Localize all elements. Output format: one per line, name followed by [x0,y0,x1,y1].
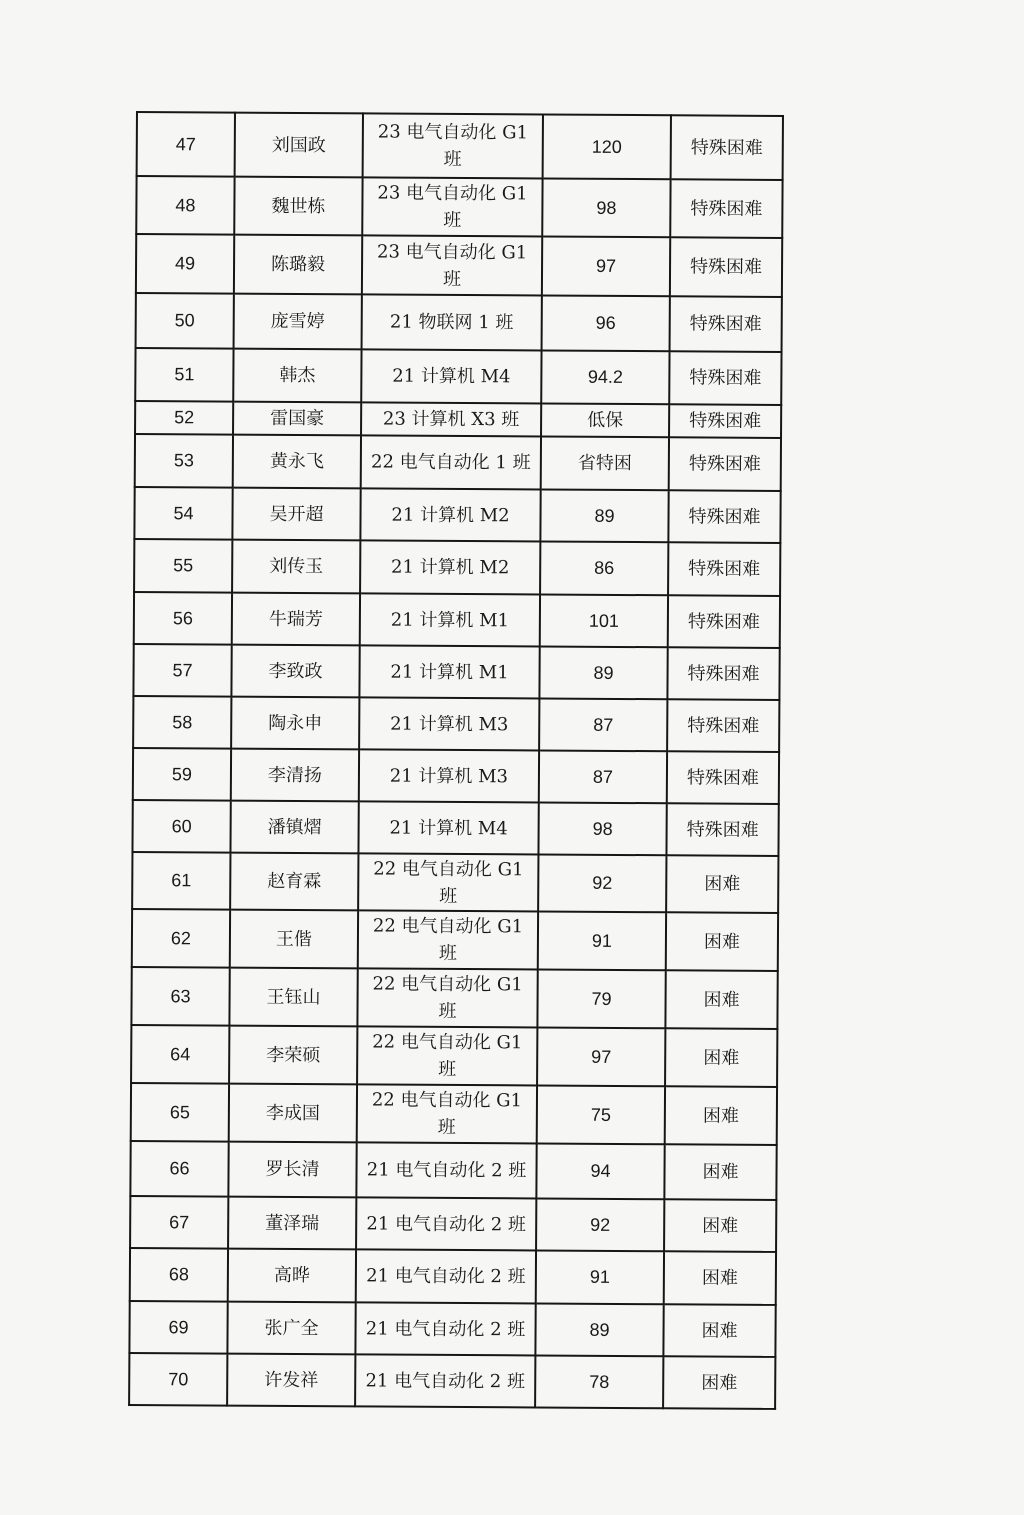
row-number-cell: 47 [137,112,235,177]
row-number-cell: 66 [130,1141,228,1197]
row-number-cell: 65 [131,1083,229,1142]
difficulty-level-cell: 困难 [666,912,778,971]
score-value-cell: 89 [539,646,667,699]
difficulty-level-cell: 特殊困难 [669,437,781,491]
row-number-cell: 56 [134,592,232,645]
difficulty-level-cell: 特殊困难 [669,404,781,438]
student-name-cell: 庞雪婷 [234,294,362,350]
class-name-cell: 21 电气自动化 2 班 [356,1249,536,1303]
class-name-cell: 22 电气自动化 G1 班 [358,853,538,911]
row-number-cell: 49 [136,234,234,294]
table-row [135,434,781,491]
difficulty-level-cell: 困难 [664,1251,776,1305]
difficulty-level-cell: 困难 [663,1304,775,1357]
score-value-cell: 98 [542,178,670,237]
score-value-cell: 79 [537,969,665,1028]
table-row [129,1301,775,1357]
score-value-cell: 97 [537,1027,665,1086]
row-number-cell: 57 [133,644,231,697]
score-value-cell: 86 [540,541,668,595]
table-row [133,748,779,804]
table-row [132,800,778,856]
class-name-cell: 21 计算机 M4 [358,801,538,854]
student-name-cell: 李清扬 [231,749,359,802]
score-value-cell: 89 [540,489,668,542]
row-number-cell: 60 [132,800,230,853]
table-row [136,293,782,352]
student-name-cell: 许发祥 [227,1354,355,1407]
student-name-cell: 陈璐毅 [234,235,362,295]
student-name-cell: 李荣硕 [229,1026,357,1085]
difficulty-level-cell: 特殊困难 [670,296,782,352]
student-name-cell: 雷国豪 [233,402,361,436]
row-number-cell: 62 [132,909,230,968]
class-name-cell: 23 计算机 X3 班 [361,402,541,436]
student-name-cell: 李致政 [231,645,359,698]
class-name-cell: 21 计算机 M1 [360,593,540,646]
row-number-cell: 51 [135,348,233,402]
class-name-cell: 21 计算机 M4 [361,349,541,403]
score-value-cell: 94.2 [541,350,669,404]
student-name-cell: 陶永申 [231,697,359,750]
difficulty-level-cell: 特殊困难 [668,595,780,648]
difficulty-level-cell: 困难 [664,1199,776,1252]
difficulty-level-cell: 困难 [666,855,778,913]
difficulty-level-cell: 困难 [664,1144,776,1200]
score-value-cell: 87 [539,750,667,803]
class-name-cell: 21 计算机 M2 [360,540,540,594]
row-number-cell: 61 [132,852,230,910]
row-number-cell: 54 [134,487,232,540]
table-row [134,539,780,596]
row-number-cell: 69 [129,1301,227,1354]
difficulty-level-cell: 困难 [665,1086,777,1145]
difficulty-level-cell: 特殊困难 [670,237,782,297]
difficulty-level-cell: 特殊困难 [667,751,779,804]
table-row [136,234,782,297]
difficulty-level-cell: 特殊困难 [671,115,783,180]
class-name-cell: 21 电气自动化 2 班 [355,1354,535,1407]
class-name-cell: 21 计算机 M2 [360,488,540,541]
student-name-cell: 李成国 [229,1084,357,1143]
score-value-cell: 120 [543,114,671,179]
row-number-cell: 53 [135,434,233,488]
class-name-cell: 21 计算机 M3 [359,697,539,750]
difficulty-level-cell: 困难 [665,970,777,1029]
score-value-cell: 省特困 [541,436,669,490]
student-name-cell: 王偕 [230,910,358,969]
student-name-cell: 刘传玉 [232,540,360,594]
row-number-cell: 58 [133,696,231,749]
student-name-cell: 董泽瑞 [228,1197,356,1250]
difficulty-level-cell: 困难 [663,1356,775,1409]
score-value-cell: 91 [536,1250,664,1304]
row-number-cell: 59 [133,748,231,801]
class-name-cell: 21 计算机 M3 [359,749,539,802]
student-difficulty-table [128,111,784,1410]
class-name-cell: 23 电气自动化 G1 班 [363,113,543,178]
score-value-cell: 97 [542,236,670,296]
table-row [133,696,779,752]
table-row [133,644,779,700]
student-name-cell: 牛瑞芳 [232,593,360,646]
score-value-cell: 89 [535,1303,663,1356]
table-row [135,401,781,438]
score-value-cell: 91 [538,911,666,970]
class-name-cell: 22 电气自动化 G1 班 [358,910,538,969]
student-name-cell: 赵育霖 [230,853,358,911]
row-number-cell: 50 [136,293,234,349]
student-name-cell: 张广全 [227,1302,355,1355]
table-row [132,852,778,913]
table-row [136,176,782,238]
difficulty-level-cell: 特殊困难 [668,490,780,543]
difficulty-level-cell: 特殊困难 [666,803,778,856]
row-number-cell: 67 [130,1196,228,1249]
class-name-cell: 21 物联网 1 班 [362,294,542,350]
difficulty-level-cell: 特殊困难 [667,699,779,752]
table-row [129,1353,775,1409]
table-row [130,1141,776,1200]
student-name-cell: 刘国政 [235,113,363,178]
table-row [134,487,780,543]
table-body [129,112,783,1409]
class-name-cell: 23 电气自动化 G1 班 [362,235,542,295]
difficulty-level-cell: 困难 [665,1028,777,1087]
table-row [135,348,781,405]
score-value-cell: 75 [537,1085,665,1144]
class-name-cell: 21 电气自动化 2 班 [356,1197,536,1250]
class-name-cell: 21 电气自动化 2 班 [355,1302,535,1355]
table-row [132,909,778,971]
score-value-cell: 101 [540,594,668,647]
table-row [134,592,780,648]
student-name-cell: 吴开超 [232,488,360,541]
score-value-cell: 92 [538,854,666,912]
score-value-cell: 98 [538,802,666,855]
row-number-cell: 70 [129,1353,227,1406]
class-name-cell: 22 电气自动化 G1 班 [357,1084,537,1143]
table-row [130,1248,776,1305]
table-row [137,112,783,180]
score-value-cell: 96 [542,295,670,351]
row-number-cell: 48 [136,176,234,235]
score-value-cell: 低保 [541,403,669,437]
table-row [131,967,777,1029]
row-number-cell: 64 [131,1025,229,1084]
row-number-cell: 52 [135,401,233,435]
student-name-cell: 王钰山 [229,968,357,1027]
class-name-cell: 22 电气自动化 1 班 [361,435,541,489]
class-name-cell: 23 电气自动化 G1 班 [362,177,542,236]
class-name-cell: 21 电气自动化 2 班 [356,1142,536,1198]
class-name-cell: 22 电气自动化 G1 班 [357,1026,537,1085]
student-name-cell: 黄永飞 [233,435,361,489]
difficulty-level-cell: 特殊困难 [669,351,781,405]
table-row [131,1083,777,1145]
score-value-cell: 92 [536,1198,664,1251]
score-value-cell: 94 [536,1143,664,1199]
student-name-cell: 魏世栋 [234,177,362,236]
table-row [130,1196,776,1252]
table-row [131,1025,777,1087]
row-number-cell: 63 [131,967,229,1026]
class-name-cell: 22 电气自动化 G1 班 [357,968,537,1027]
row-number-cell: 55 [134,539,232,593]
score-value-cell: 78 [535,1355,663,1408]
row-number-cell: 68 [130,1248,228,1302]
student-name-cell: 韩杰 [233,349,361,403]
difficulty-level-cell: 特殊困难 [670,179,782,238]
score-value-cell: 87 [539,698,667,751]
student-name-cell: 潘镇熠 [230,801,358,854]
student-name-cell: 高晔 [228,1249,356,1303]
difficulty-level-cell: 特殊困难 [668,542,780,596]
student-name-cell: 罗长清 [228,1142,356,1198]
class-name-cell: 21 计算机 M1 [359,645,539,698]
difficulty-level-cell: 特殊困难 [667,647,779,700]
